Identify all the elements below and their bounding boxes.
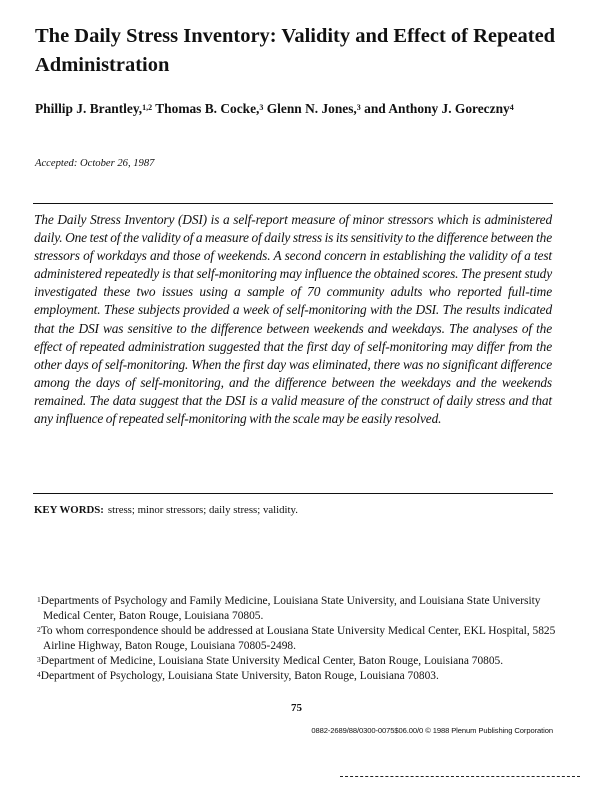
- accepted-date: Accepted: October 26, 1987: [35, 158, 155, 169]
- author-affiliation-marker: 4: [509, 103, 514, 112]
- footnote: [34, 669, 564, 684]
- copyright-line: 0882-2689/88/0300-0075$06.00/0 © 1988 Plenum Publishing Corporation: [311, 726, 553, 735]
- footnote-number: 2: [37, 625, 41, 635]
- footnote: [34, 654, 564, 669]
- footnote-text: Department of Medicine, Louisiana State University Medical Center, Baton Rouge, Louisiana 70805.: [40, 655, 504, 668]
- footnote: [34, 624, 564, 654]
- abstract-text: The Daily Stress Inventory (DSI) is a self-report measure of minor stressors which is administered daily. One test of the validity of a measure of daily stress is its sensitivity to the difference between the stressors of workdays and those of weekends. A second concern in establishing the validity of a test administered repeatedly is that self-monitoring may influence the obtained scores. The present study investigated these two issues using a sample of 70 community adults who reported full-time employment. These subjects provided a week of self-monitoring with the DSI. The results indicated that the DSI was sensitive to the difference between weekends and weekdays. The analyses of the effect of repeated administration suggested that the first day of self-monitoring may differ from the other days of self-monitoring. When the first day was eliminated, there was no significant difference among the days of self-monitoring, and the difference between the weekdays and the weekends remained. The data suggest that the DSI is a valid measure of the construct of daily stress and that any influence of repeated self-monitoring with the scale may be easily resolved.: [34, 212, 552, 427]
- author-name: and Anthony J. Goreczny: [360, 101, 510, 116]
- keywords: [34, 503, 298, 517]
- footnote-text: Department of Psychology, Louisiana State University, Baton Rouge, Louisiana 70803.: [40, 670, 439, 683]
- footnote-number: 3: [37, 655, 41, 665]
- footnote-text: To whom correspondence should be addressed at Lousiana State University Medical Center, EKL Hospital, 5825 Airline Highway, Baton Rouge, Louisiana 70805-2498.: [40, 625, 556, 652]
- author-name: Thomas B. Cocke,: [152, 101, 260, 116]
- author-list: [35, 99, 575, 118]
- page-number: 75: [291, 702, 302, 714]
- footnote-number: 4: [37, 670, 41, 680]
- author-affiliation-marker: 3: [356, 103, 361, 112]
- author-name: Glenn N. Jones,: [263, 101, 357, 116]
- keywords-text: stress; minor stressors; daily stress; validity.: [107, 504, 298, 516]
- footnote-text: Departments of Psychology and Family Medicine, Louisiana State University, and Louisiana State University Medical Center, Baton Rouge, Louisiana 70805.: [40, 595, 541, 622]
- abstract-top-rule: [33, 203, 553, 204]
- author-affiliation-marker: 1,2: [142, 103, 153, 112]
- footnote: [34, 594, 564, 624]
- keywords-label: KEY WORDS:: [34, 504, 104, 516]
- abstract-bottom-rule: [33, 493, 553, 494]
- footnotes: [34, 594, 564, 685]
- author-name: Phillip J. Brantley,: [35, 101, 143, 116]
- author-affiliation-marker: 3: [259, 103, 264, 112]
- article-title: The Daily Stress Inventory: Validity and Effect of Repeated Administration: [35, 25, 556, 76]
- footnote-number: 1: [37, 595, 41, 604]
- scan-artifact-divider: [340, 776, 580, 777]
